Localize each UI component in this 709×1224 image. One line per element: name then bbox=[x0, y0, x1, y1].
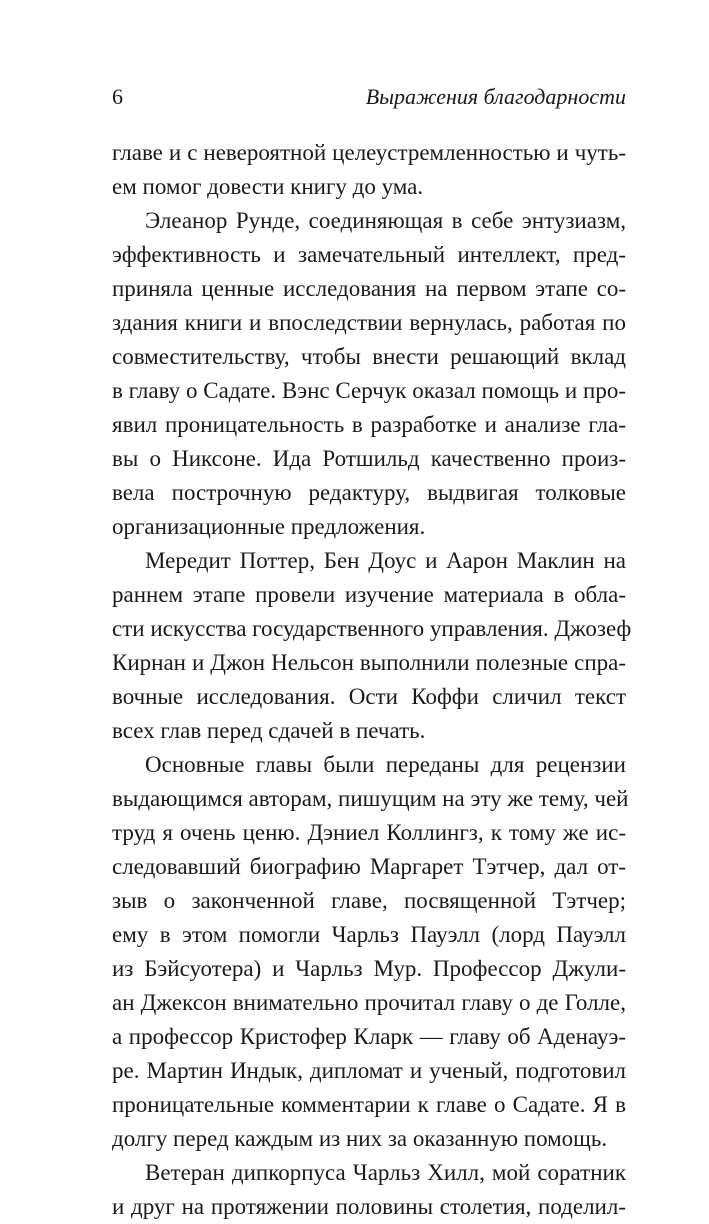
text-line: вочные исследования. Ости Коффи сличил текст bbox=[112, 684, 626, 709]
text-line: главе и с невероятной целеустремленностью и чуть- bbox=[112, 140, 626, 165]
text-line: здания книги и впоследствии вернулась, работая по bbox=[112, 310, 626, 335]
text-line: следовавший биографию Маргарет Тэтчер, дал от- bbox=[112, 854, 626, 879]
text-line: выдающимся авторам, пишущим на эту же тему, чей bbox=[112, 786, 629, 811]
text-line: Мередит Поттер, Бен Доус и Аарон Маклин на bbox=[145, 548, 626, 573]
text-line: зыв о законченной главе, посвященной Тэтчер; bbox=[112, 888, 626, 913]
text-line: ре. Мартин Индык, дипломат и ученый, подготовил bbox=[112, 1058, 626, 1083]
body-text bbox=[112, 136, 632, 1224]
page-header bbox=[112, 80, 626, 114]
text-line: вела построчную редактуру, выдвигая толковые bbox=[112, 480, 626, 505]
text-line: а профессор Кристофер Кларк — главу об Аденауэ- bbox=[112, 1024, 626, 1049]
text-line: ем помог довести книгу до ума. bbox=[112, 174, 424, 199]
text-line: труд я очень ценю. Дэниел Коллингз, к тому же ис- bbox=[112, 820, 626, 845]
text-line: организационные предложения. bbox=[112, 514, 426, 539]
text-line: ан Джексон внимательно прочитал главу о де Голле, bbox=[112, 990, 626, 1015]
text-line: долгу перед каждым из них за оказанную помощь. bbox=[112, 1126, 608, 1151]
text-line: ему в этом помогли Чарльз Пауэлл (лорд Пауэлл bbox=[112, 922, 626, 947]
text-line: и друг на протяжении половины столетия, поделил- bbox=[112, 1194, 626, 1219]
page-number: 6 bbox=[112, 84, 123, 109]
running-title: Выражения благодарности bbox=[365, 84, 626, 109]
text-line: вы о Никсоне. Ида Ротшильд качественно произ- bbox=[112, 446, 626, 471]
text-line: Ветеран дипкорпуса Чарльз Хилл, мой соратник bbox=[145, 1160, 626, 1185]
text-line: эффективность и замечательный интеллект, пред- bbox=[112, 242, 626, 267]
text-line: из Бэйсуотера) и Чарльз Мур. Профессор Джули- bbox=[112, 956, 626, 981]
text-line: всех глав перед сдачей в печать. bbox=[112, 718, 426, 743]
text-line: сти искусства государственного управления. Джозеф bbox=[112, 616, 632, 641]
text-line: явил проницательность в разработке и анализе гла- bbox=[112, 412, 626, 437]
text-line: совместительству, чтобы внести решающий вклад bbox=[112, 344, 626, 369]
text-line: Основные главы были переданы для рецензии bbox=[145, 752, 626, 777]
text-line: в главу о Садате. Вэнс Серчук оказал помощь и про- bbox=[112, 378, 626, 403]
text-line: приняла ценные исследования на первом этапе со- bbox=[112, 276, 626, 301]
text-line: раннем этапе провели изучение материала в обла- bbox=[112, 582, 626, 607]
text-line: Кирнан и Джон Нельсон выполнили полезные спра- bbox=[112, 650, 626, 675]
text-line: Элеанор Рунде, соединяющая в себе энтузиазм, bbox=[145, 208, 626, 233]
text-line: проницательные комментарии к главе о Садате. Я в bbox=[112, 1092, 626, 1117]
